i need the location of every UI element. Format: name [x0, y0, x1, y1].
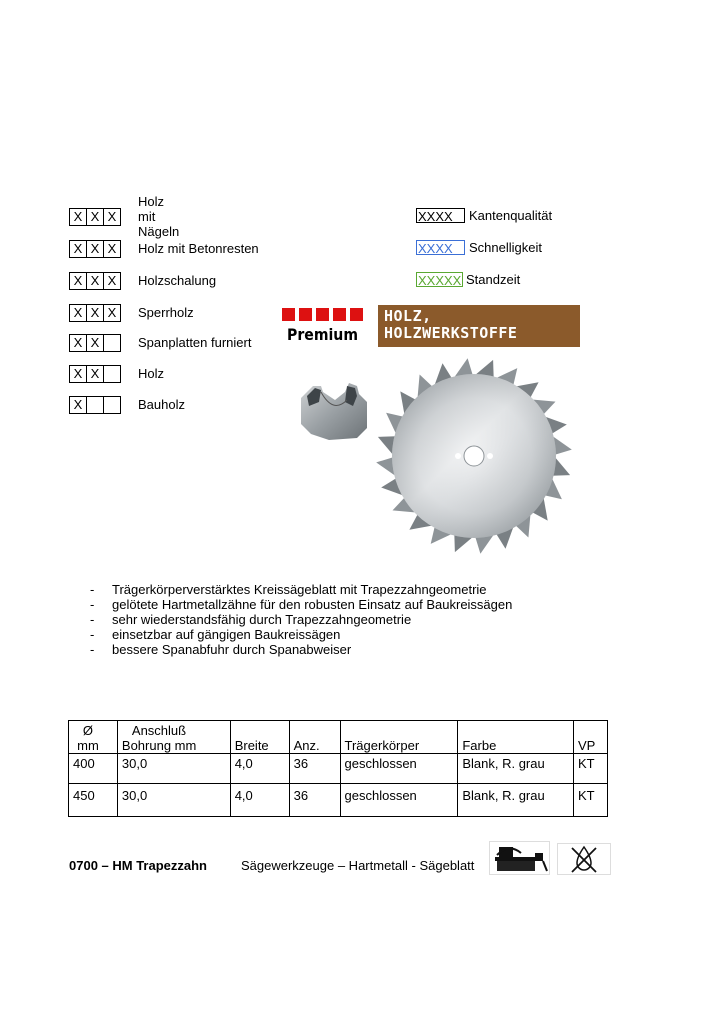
- table-cell: 400: [69, 754, 118, 784]
- list-item: [90, 612, 411, 627]
- list-item: [90, 597, 512, 612]
- table-saw-icon: [489, 841, 550, 875]
- material-label: Spanplatten furniert: [138, 334, 252, 350]
- header-bottom: mm: [77, 738, 99, 753]
- category-title-line1: HOLZ,: [384, 307, 432, 325]
- column-header: VP: [573, 721, 607, 754]
- material-label: Holzschalung: [138, 272, 217, 288]
- premium-badge: [268, 305, 378, 347]
- material-row: [69, 395, 185, 413]
- table-cell: 30,0: [117, 754, 230, 784]
- material-row: [69, 239, 259, 257]
- bullet-symbol: -: [90, 642, 95, 657]
- feature-text: einsetzbar auf gängigen Baukreissägen: [112, 627, 341, 642]
- rating-cell: X: [103, 208, 121, 226]
- feature-text: sehr wiederstandsfähig durch Trapezzahngeometrie: [112, 612, 412, 627]
- rating-cell: X: [86, 334, 104, 352]
- rating-cell: X: [69, 365, 87, 383]
- saw-blade-image: [374, 356, 574, 556]
- rating-boxes: [69, 396, 120, 412]
- product-code: 0700 – HM Trapezzahn: [69, 858, 207, 873]
- rating-box-edge-quality: XXXX: [416, 208, 465, 223]
- material-row: [69, 193, 180, 239]
- rating-cell: X: [86, 272, 104, 290]
- rating-cell: X: [86, 208, 104, 226]
- no-water-cooling-icon: [557, 843, 611, 875]
- material-label: Holz: [138, 365, 165, 381]
- column-header: [69, 721, 118, 754]
- rating-cell: X: [69, 272, 87, 290]
- rating-row: [416, 270, 520, 288]
- column-header: Trägerkörper: [340, 721, 458, 754]
- tooth-detail-image: [299, 380, 371, 442]
- category-title-line2: HOLZWERKSTOFFE: [384, 324, 518, 342]
- material-label: Sperrholz: [138, 304, 194, 320]
- table-header-row: [69, 721, 608, 754]
- red-square-icon: [282, 308, 295, 321]
- red-square-icon: [333, 308, 346, 321]
- rating-boxes: [69, 304, 120, 320]
- rating-row: [416, 206, 552, 224]
- table-cell: 36: [289, 754, 340, 784]
- table-cell: 450: [69, 784, 118, 817]
- rating-cell: X: [103, 272, 121, 290]
- rating-cell: X: [86, 240, 104, 258]
- rating-boxes: [69, 240, 120, 256]
- table-cell: Blank, R. grau: [458, 784, 574, 817]
- rating-cell: X: [69, 304, 87, 322]
- header-top: Ø: [82, 723, 94, 738]
- table-cell: 4,0: [230, 784, 289, 817]
- red-square-icon: [299, 308, 312, 321]
- premium-label: Premium: [287, 325, 359, 344]
- table-cell: KT: [573, 784, 607, 817]
- column-header: [117, 721, 230, 754]
- feature-text: gelötete Hartmetallzähne für den robusten Einsatz auf Baukreissägen: [112, 597, 513, 612]
- header-bottom: Bohrung mm: [121, 738, 197, 753]
- material-label: Bauholz: [138, 396, 185, 412]
- feature-text: bessere Spanabfuhr durch Spanabweiser: [112, 642, 352, 657]
- bullet-symbol: -: [90, 627, 95, 642]
- table-cell: geschlossen: [340, 754, 458, 784]
- material-row: [69, 271, 217, 289]
- rating-cell: X: [86, 365, 104, 383]
- rating-cell: [103, 365, 121, 383]
- rating-boxes: [69, 272, 120, 288]
- rating-label: Schnelligkeit: [469, 239, 542, 255]
- material-label: Holz mit Nägeln: [138, 193, 180, 239]
- rating-boxes: [69, 208, 120, 224]
- rating-label: Kantenqualität: [469, 207, 553, 223]
- rating-box-speed: XXXX: [416, 240, 465, 255]
- rating-cell: X: [69, 208, 87, 226]
- rating-cell: X: [69, 240, 87, 258]
- column-header: Anz.: [289, 721, 340, 754]
- table-cell: 36: [289, 784, 340, 817]
- column-header: Breite: [230, 721, 289, 754]
- spec-table: [68, 720, 608, 817]
- material-row: [69, 364, 165, 382]
- rating-boxes: [69, 365, 120, 381]
- bullet-symbol: -: [90, 597, 95, 612]
- category-title: [378, 305, 580, 347]
- rating-box-lifetime: XXXXX: [418, 272, 462, 288]
- rating-cell: X: [103, 240, 121, 258]
- rating-row: [416, 238, 542, 256]
- table-cell: 30,0: [117, 784, 230, 817]
- premium-banner: [268, 305, 580, 347]
- table-row: [69, 784, 608, 817]
- bullet-symbol: -: [90, 582, 95, 597]
- material-label: Holz mit Betonresten: [138, 240, 259, 256]
- bullet-symbol: -: [90, 612, 95, 627]
- rating-cell: [103, 396, 121, 414]
- header-top: Anschluß: [131, 723, 187, 738]
- rating-cell: [86, 396, 104, 414]
- table-row: [69, 754, 608, 784]
- rating-cell: X: [103, 304, 121, 322]
- list-item: [90, 582, 487, 597]
- column-header: Farbe: [458, 721, 574, 754]
- table-cell: Blank, R. grau: [458, 754, 574, 784]
- list-item: [90, 627, 340, 642]
- red-square-icon: [316, 308, 329, 321]
- rating-cell: X: [69, 334, 87, 352]
- product-category: Sägewerkzeuge – Hartmetall - Sägeblatt: [241, 858, 475, 873]
- rating-label: Standzeit: [466, 271, 521, 287]
- material-row: [69, 333, 252, 351]
- rating-cell: X: [86, 304, 104, 322]
- feature-text: Trägerkörperverstärktes Kreissägeblatt mit Trapezzahngeometrie: [112, 582, 487, 597]
- material-row: [69, 303, 194, 321]
- table-cell: 4,0: [230, 754, 289, 784]
- rating-boxes: [69, 334, 120, 350]
- red-square-icon: [350, 308, 363, 321]
- list-item: [90, 642, 351, 657]
- rating-cell: [103, 334, 121, 352]
- table-cell: geschlossen: [340, 784, 458, 817]
- table-cell: KT: [573, 754, 607, 784]
- rating-cell: X: [69, 396, 87, 414]
